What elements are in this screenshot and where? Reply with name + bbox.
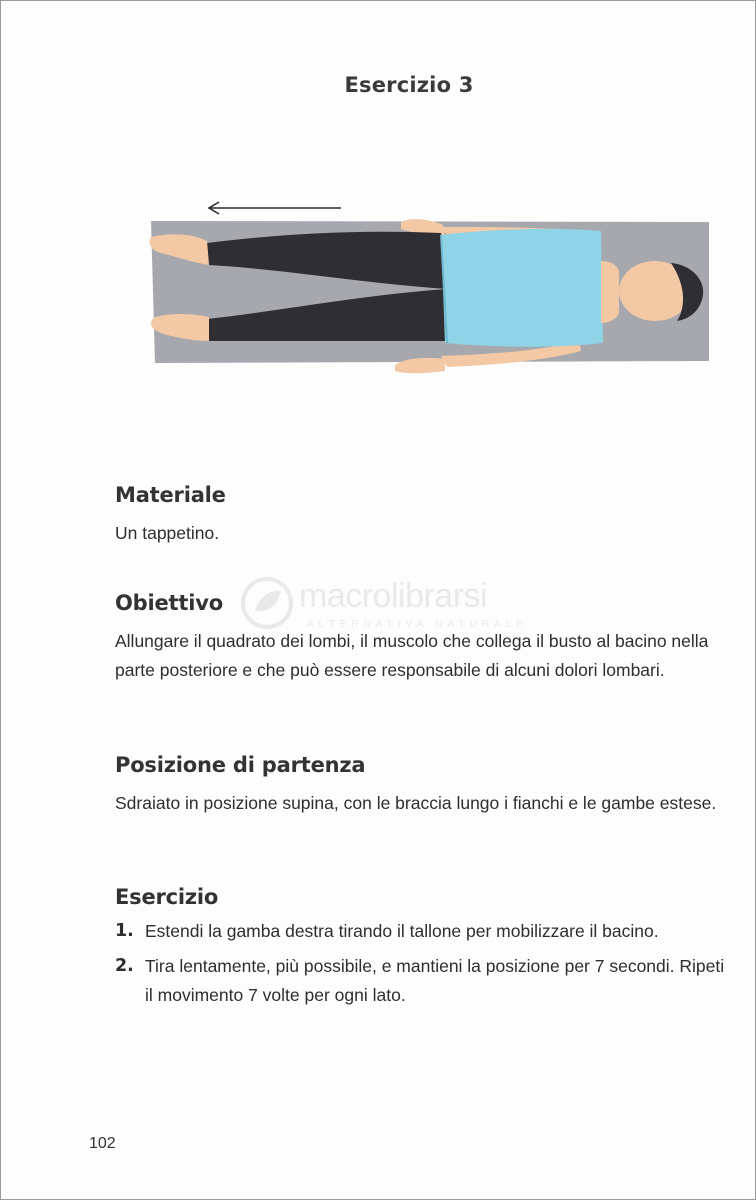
page-title: Esercizio 3 <box>344 73 474 97</box>
posizione-heading: Posizione di partenza <box>115 753 366 777</box>
materiale-text: Un tappetino. <box>115 523 220 543</box>
esercizio-section <box>115 885 725 1016</box>
step-item <box>115 917 725 946</box>
steps-list <box>115 917 725 1010</box>
shirt <box>441 229 603 347</box>
step-number: 1. <box>115 921 134 941</box>
step-number: 2. <box>115 956 134 976</box>
supine-lying-person-on-mat-illustration <box>111 191 721 401</box>
materiale-section <box>115 483 725 548</box>
step-item <box>115 952 725 1010</box>
esercizio-heading: Esercizio <box>115 885 219 909</box>
obiettivo-heading: Obiettivo <box>115 591 223 615</box>
obiettivo-text: Allungare il quadrato dei lombi, il muscolo che collega il busto al bacino nella parte posteriore e che può essere responsabile di alcuni dolori lombari. <box>115 631 709 680</box>
step-text: Tira lentamente, più possibile, e mantieni la posizione per 7 secondi. Ripeti il movimento 7 volte per ogni lato. <box>145 956 725 1005</box>
obiettivo-section <box>115 591 725 685</box>
step-text: Estendi la gamba destra tirando il tallone per mobilizzare il bacino. <box>145 921 659 941</box>
posizione-text: Sdraiato in posizione supina, con le braccia lungo i fianchi e le gambe estese. <box>115 793 717 813</box>
page-number: 102 <box>89 1135 116 1152</box>
watermark-subtext: ALTERNATIVA NATURALE <box>307 619 528 630</box>
materiale-heading: Materiale <box>115 483 226 507</box>
posizione-section <box>115 753 725 818</box>
watermark-text: macrolibrarsi <box>299 577 488 615</box>
arrow-left-icon <box>209 202 341 214</box>
